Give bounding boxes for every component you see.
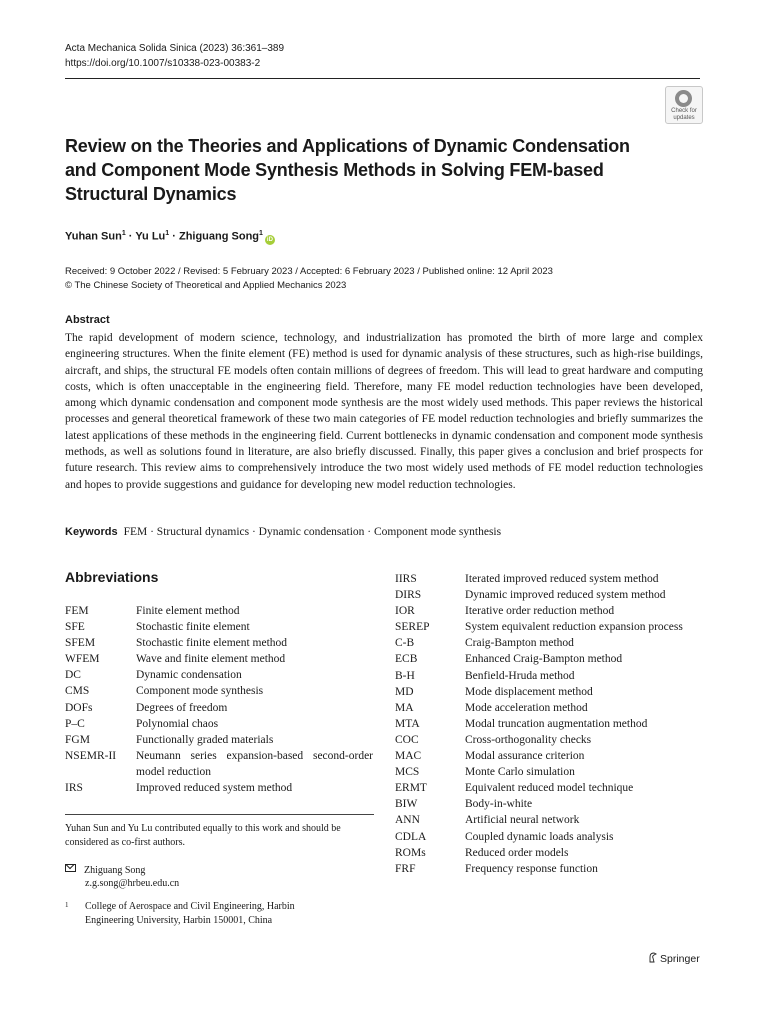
author-list xyxy=(65,227,275,245)
abbreviation-term: CMS xyxy=(65,685,90,698)
abbreviation-term: IOR xyxy=(395,605,415,618)
abbreviation-definition: Craig-Bampton method xyxy=(465,637,574,650)
keywords-label: Keywords xyxy=(65,526,118,538)
abbreviation-row xyxy=(65,700,373,716)
affiliation-number: 1 xyxy=(65,901,69,909)
abbreviation-row xyxy=(395,635,703,651)
copyright-line: © The Chinese Society of Theoretical and Applied Mechanics 2023 xyxy=(65,280,347,291)
author-name[interactable]: Zhiguang Song xyxy=(178,230,260,243)
abbreviation-definition: Equivalent reduced model technique xyxy=(465,782,634,795)
abbreviation-row xyxy=(395,780,703,796)
abbreviations-heading: Abbreviations xyxy=(65,569,159,585)
abbreviation-term: FRF xyxy=(395,862,416,875)
abbreviation-term: ECB xyxy=(395,653,418,666)
paper-title: Review on the Theories and Applications of Dynamic Condensation and Component Mode Synthesis Methods in Solving FEM-based Structural Dynamics xyxy=(65,136,630,204)
abbreviation-row xyxy=(395,668,703,684)
corresponding-email[interactable]: z.g.song@hrbeu.edu.cn xyxy=(85,878,180,889)
abbreviations-left-column xyxy=(65,603,373,796)
abbreviation-definition: System equivalent reduction expansion process xyxy=(465,621,683,634)
abbreviation-definition: Dynamic improved reduced system method xyxy=(465,589,666,602)
abbreviation-row xyxy=(395,716,703,732)
abbreviation-row xyxy=(395,732,703,748)
abbreviation-row xyxy=(65,635,373,651)
abbreviation-term: MA xyxy=(395,701,414,714)
abbreviation-term: MD xyxy=(395,685,414,698)
abbreviations-right-column xyxy=(395,571,703,877)
abbreviation-definition: Degrees of freedom xyxy=(136,701,228,714)
check-updates-label: Check for updates xyxy=(671,108,697,121)
abbreviation-row xyxy=(395,812,703,828)
keywords-list: FEM · Structural dynamics · Dynamic condensation · Component mode synthesis xyxy=(123,526,502,538)
abbreviation-definition: Component mode synthesis xyxy=(136,685,264,698)
publication-dates xyxy=(65,265,553,293)
abbreviation-term: P–C xyxy=(65,717,85,730)
abbreviation-row xyxy=(395,829,703,845)
abstract-body: The rapid development of modern science, technology, and industrialization has promoted the birth of more large and complex engineering structures. When the finite element (FE) method is used for dynamic analysis of these structures, such as high-rise buildings, aircraft, and ships, the structural FE models often contain millions of degrees of freedom. This will lead to great hardware and computing costs, which is often unacceptable in the engineering field. Therefore, many FE model reduction technologies have been developed, among which dynamic condensation and component mode synthesis are the most widely used methods. This paper reviews the historical processes and general theoretical framework of these two main categories of FE model reduction technologies and briefly summarizes the latest applications of these methods in the engineering field. Current bottlenecks in dynamic condensation and component mode synthesis methods, as well as solutions found in literature, are also briefly discussed. Finally, this paper gives a conclusion and brief prospects for future research. This review aims to comprehensively introduce the two most widely used methods of FE model reduction technologies and hopes to provide suggestions and guidance for developing new model reduction technologies. xyxy=(65,332,703,491)
envelope-icon xyxy=(65,864,76,872)
abbreviation-term: COC xyxy=(395,733,419,746)
abbreviation-row xyxy=(395,684,703,700)
abbreviation-definition: Benfield-Hruda method xyxy=(465,669,575,682)
author-affil-mark: 1 xyxy=(259,230,263,237)
abbreviation-definition: Coupled dynamic loads analysis xyxy=(465,830,614,843)
abbreviation-row xyxy=(395,845,703,861)
contribution-footnote: Yuhan Sun and Yu Lu contributed equally to this work and should be considered as co-first authors. xyxy=(65,823,341,848)
abbreviation-definition: Modal truncation augmentation method xyxy=(465,717,648,730)
abbreviation-term: WFEM xyxy=(65,653,100,666)
abbreviation-term: IRS xyxy=(65,782,83,795)
abbreviation-row xyxy=(395,796,703,812)
abbreviation-term: DC xyxy=(65,669,81,682)
abbreviation-definition: Enhanced Craig-Bampton method xyxy=(465,653,623,666)
abbreviation-definition: Mode displacement method xyxy=(465,685,593,698)
abbreviation-definition: Finite element method xyxy=(136,605,240,617)
check-updates-icon xyxy=(675,90,692,107)
corresponding-author xyxy=(65,864,179,890)
abbreviation-term: CDLA xyxy=(395,830,427,843)
abbreviation-definition: Wave and finite element method xyxy=(136,653,286,666)
corresponding-name: Zhiguang Song xyxy=(84,865,146,876)
abbreviation-term: BIW xyxy=(395,798,418,811)
abbreviation-definition: Functionally graded materials xyxy=(136,733,274,746)
abbreviation-row xyxy=(395,651,703,667)
abbreviation-term: ERMT xyxy=(395,782,427,795)
abbreviation-term: DOFs xyxy=(65,701,93,714)
abbreviation-term: NSEMR-II xyxy=(65,749,117,762)
abbreviation-row xyxy=(65,732,373,748)
abbreviation-term: ROMs xyxy=(395,846,426,859)
abbreviation-row xyxy=(395,603,703,619)
abbreviation-term: SFE xyxy=(65,621,85,634)
abbreviation-definition: Frequency response function xyxy=(465,862,598,875)
author-affil-mark: 1 xyxy=(121,230,126,237)
abbreviation-term: FGM xyxy=(65,733,90,746)
abbreviation-term: B-H xyxy=(395,669,415,682)
abbreviation-row xyxy=(395,861,703,877)
abbreviation-definition: Cross-orthogonality checks xyxy=(465,733,592,746)
author-affil-mark: 1 xyxy=(165,230,170,237)
abbreviation-definition: Neumann series expansion-based second-order model reduction xyxy=(136,749,373,778)
doi-link[interactable]: https://doi.org/10.1007/s10338-023-00383-2 xyxy=(65,58,261,69)
publisher-mark xyxy=(648,952,700,965)
abbreviation-term: SEREP xyxy=(395,621,430,634)
author-name[interactable]: Yu Lu xyxy=(135,230,166,243)
abbreviation-term: FEM xyxy=(65,605,89,617)
abbreviation-row xyxy=(65,716,373,732)
abbreviation-row xyxy=(395,764,703,780)
publisher-name: Springer xyxy=(660,953,700,965)
abbreviation-row xyxy=(65,780,373,796)
journal-header xyxy=(65,41,284,71)
footnote-rule xyxy=(65,814,374,815)
abbreviation-row xyxy=(395,700,703,716)
journal-citation: Acta Mechanica Solida Sinica (2023) 36:361–389 xyxy=(65,43,285,54)
abbreviation-definition: Iterative order reduction method xyxy=(465,605,615,618)
abbreviation-row xyxy=(395,619,703,635)
abbreviation-term: DIRS xyxy=(395,589,422,602)
abbreviation-term: IIRS xyxy=(395,573,417,585)
abbreviation-definition: Stochastic finite element method xyxy=(136,637,288,650)
abbreviation-definition: Modal assurance criterion xyxy=(465,750,585,763)
abbreviation-definition: Body-in-white xyxy=(465,798,533,811)
date-history: Received: 9 October 2022 / Revised: 5 February 2023 / Accepted: 6 February 2023 / Published online: 12 April 2023 xyxy=(65,266,553,277)
abbreviation-row xyxy=(65,603,373,619)
springer-horse-icon xyxy=(648,952,657,963)
abbreviation-definition: Iterated improved reduced system method xyxy=(465,573,659,585)
abbreviation-row xyxy=(65,667,373,683)
abbreviation-term: C-B xyxy=(395,637,415,650)
abbreviation-row xyxy=(395,571,703,587)
abbreviation-row xyxy=(65,651,373,667)
header-rule xyxy=(65,78,700,79)
abbreviation-term: SFEM xyxy=(65,637,96,650)
affiliation xyxy=(65,900,345,928)
abbreviation-row xyxy=(65,748,373,780)
abbreviation-row xyxy=(65,683,373,699)
abbreviation-definition: Improved reduced system method xyxy=(136,782,293,795)
abbreviation-term: MTA xyxy=(395,717,420,730)
orcid-icon[interactable]: iD xyxy=(266,236,273,243)
keywords-line xyxy=(65,524,501,540)
abbreviation-definition: Reduced order models xyxy=(465,846,569,859)
affiliation-text: College of Aerospace and Civil Engineering, Harbin Engineering University, Harbin 150001, China xyxy=(85,901,295,926)
abbreviation-definition: Artificial neural network xyxy=(465,814,580,827)
abbreviation-row xyxy=(395,587,703,603)
author-name[interactable]: Yuhan Sun xyxy=(65,230,122,243)
abbreviation-row xyxy=(395,748,703,764)
abbreviation-definition: Dynamic condensation xyxy=(136,669,242,682)
abbreviation-term: MCS xyxy=(395,766,420,779)
author-separator: · xyxy=(125,230,136,243)
abbreviation-definition: Stochastic finite element xyxy=(136,621,250,634)
abstract-heading: Abstract xyxy=(65,314,110,326)
abbreviation-term: MAC xyxy=(395,750,422,763)
abbreviation-term: ANN xyxy=(395,814,420,827)
author-separator: · xyxy=(169,230,179,243)
check-for-updates-badge[interactable] xyxy=(665,86,703,124)
abbreviation-definition: Monte Carlo simulation xyxy=(465,766,575,779)
abbreviation-row xyxy=(65,619,373,635)
abbreviation-definition: Polynomial chaos xyxy=(136,717,219,730)
abbreviation-definition: Mode acceleration method xyxy=(465,701,588,714)
